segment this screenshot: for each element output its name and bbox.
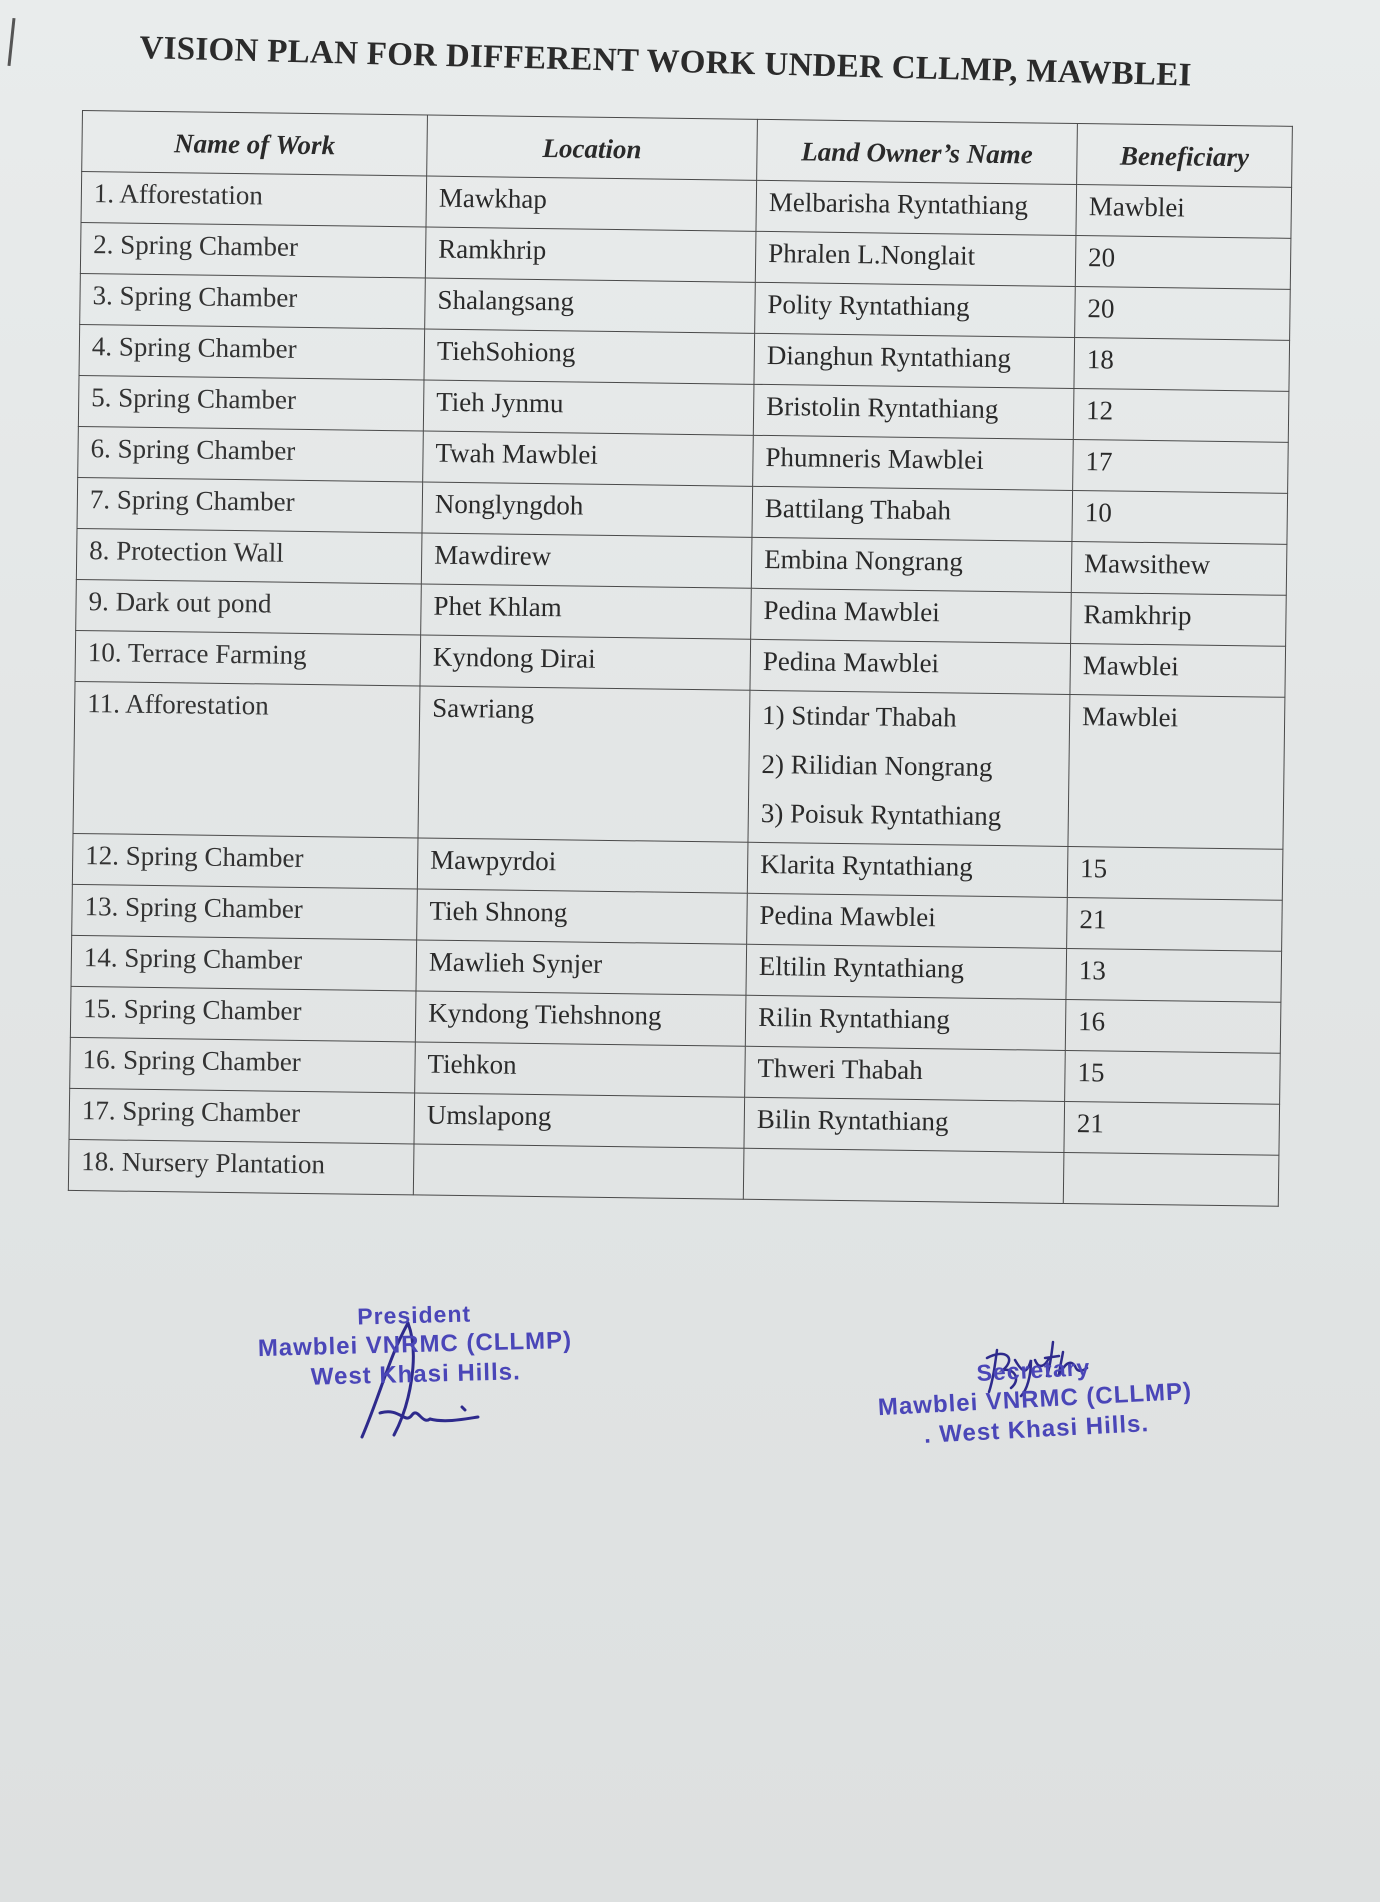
beneficiary-cell: Mawsithew bbox=[1071, 541, 1287, 595]
owner-cell: Pedina Mawblei bbox=[751, 588, 1072, 643]
secretary-district: . West Khasi Hills. bbox=[923, 1410, 1150, 1449]
work-cell: 9. Dark out pond bbox=[76, 579, 422, 635]
work-cell: 18. Nursery Plantation bbox=[68, 1139, 414, 1195]
header-location: Location bbox=[427, 115, 758, 180]
owner-cell: Dianghun Ryntathiang bbox=[754, 333, 1075, 388]
owner-cell: Thweri Thabah bbox=[745, 1046, 1066, 1101]
owner-cell: Battilang Thabah bbox=[752, 486, 1073, 541]
beneficiary-cell: 21 bbox=[1064, 1101, 1280, 1155]
owner-cell: Embina Nongrang bbox=[751, 537, 1072, 592]
vision-plan-table-wrapper bbox=[68, 110, 1293, 1207]
location-cell: Mawkhap bbox=[426, 176, 757, 231]
beneficiary-cell: 15 bbox=[1067, 846, 1283, 900]
work-cell: 17. Spring Chamber bbox=[69, 1088, 415, 1144]
owner-cell bbox=[743, 1148, 1064, 1203]
header-beneficiary: Beneficiary bbox=[1077, 124, 1293, 188]
location-cell: Tieh Shnong bbox=[417, 889, 748, 944]
work-cell: 16. Spring Chamber bbox=[70, 1037, 416, 1093]
owner-cell: Eltilin Ryntathiang bbox=[746, 944, 1067, 999]
beneficiary-cell: 20 bbox=[1075, 287, 1291, 341]
president-org: Mawblei VNRMC (CLLMP) bbox=[257, 1326, 573, 1363]
location-cell bbox=[413, 1144, 744, 1199]
work-cell: 1. Afforestation bbox=[81, 172, 427, 228]
owner-line: 2) Rilidian Nongrang bbox=[761, 748, 993, 782]
vision-plan-table bbox=[68, 110, 1293, 1207]
location-cell: Mawpyrdoi bbox=[417, 838, 748, 893]
beneficiary-cell: 21 bbox=[1067, 897, 1283, 951]
work-cell: 13. Spring Chamber bbox=[72, 884, 418, 940]
owner-cell: Pedina Mawblei bbox=[747, 893, 1068, 948]
work-cell: 2. Spring Chamber bbox=[80, 222, 426, 278]
location-cell: Mawdirew bbox=[421, 533, 752, 588]
beneficiary-cell: Mawblei bbox=[1068, 694, 1285, 849]
beneficiary-cell: 10 bbox=[1072, 490, 1288, 544]
work-cell: 8. Protection Wall bbox=[76, 528, 422, 584]
work-cell: 10. Terrace Farming bbox=[75, 630, 421, 686]
beneficiary-cell: 12 bbox=[1073, 389, 1289, 443]
location-cell: Phet Khlam bbox=[421, 584, 752, 639]
secretary-org: Mawblei VNRMC (CLLMP) bbox=[877, 1377, 1193, 1422]
work-cell: 12. Spring Chamber bbox=[72, 833, 418, 889]
location-cell: Nonglyngdoh bbox=[422, 482, 753, 537]
location-cell: Mawlieh Synjer bbox=[416, 940, 747, 995]
work-cell: 14. Spring Chamber bbox=[71, 935, 417, 991]
work-cell: 6. Spring Chamber bbox=[78, 426, 424, 482]
location-cell: Umslapong bbox=[414, 1093, 745, 1148]
owner-line: 1) Stindar Thabah bbox=[761, 699, 957, 733]
work-cell: 15. Spring Chamber bbox=[70, 986, 416, 1042]
president-district: West Khasi Hills. bbox=[310, 1358, 522, 1391]
owner-cell: Melbarisha Ryntathiang bbox=[756, 180, 1077, 235]
beneficiary-cell: 16 bbox=[1065, 999, 1281, 1053]
work-cell: 5. Spring Chamber bbox=[78, 375, 424, 431]
beneficiary-cell: Mawblei bbox=[1076, 185, 1292, 239]
location-cell: Twah Mawblei bbox=[423, 431, 754, 486]
beneficiary-cell: Mawblei bbox=[1070, 643, 1286, 697]
owner-cell: Bilin Ryntathiang bbox=[744, 1097, 1065, 1152]
location-cell: Kyndong Tiehshnong bbox=[415, 991, 746, 1046]
edge-mark bbox=[7, 18, 15, 66]
owner-cell: Rilin Ryntathiang bbox=[745, 995, 1066, 1050]
location-cell: Tieh Jynmu bbox=[423, 380, 754, 435]
president-stamp bbox=[224, 1295, 606, 1395]
secretary-stamp bbox=[843, 1345, 1227, 1455]
work-cell: 11. Afforestation bbox=[73, 681, 420, 838]
document-title: VISION PLAN FOR DIFFERENT WORK UNDER CLLMP, MAWBLEI bbox=[139, 30, 1193, 94]
owner-cell: Polity Ryntathiang bbox=[755, 282, 1076, 337]
header-land-owner: Land Owner’s Name bbox=[757, 119, 1078, 184]
owner-line: 3) Poisuk Ryntathiang bbox=[760, 797, 1002, 832]
work-cell: 7. Spring Chamber bbox=[77, 477, 423, 533]
beneficiary-cell: 18 bbox=[1074, 338, 1290, 392]
header-name-of-work: Name of Work bbox=[82, 111, 428, 177]
location-cell: Tiehkon bbox=[415, 1042, 746, 1097]
owner-cell-multi bbox=[748, 690, 1070, 846]
beneficiary-cell: 20 bbox=[1075, 236, 1291, 290]
owner-cell: Bristolin Ryntathiang bbox=[753, 384, 1074, 439]
location-cell: TiehSohiong bbox=[424, 329, 755, 384]
owner-cell: Klarita Ryntathiang bbox=[747, 842, 1068, 897]
president-role: President bbox=[356, 1300, 472, 1330]
secretary-role: Secretary bbox=[975, 1354, 1091, 1387]
work-cell: 3. Spring Chamber bbox=[80, 273, 426, 329]
beneficiary-cell: 17 bbox=[1073, 440, 1289, 494]
owner-cell: Phralen L.Nonglait bbox=[755, 231, 1076, 286]
owner-cell: Phumneris Mawblei bbox=[753, 435, 1074, 490]
table-row bbox=[73, 681, 1285, 849]
beneficiary-cell: Ramkhrip bbox=[1071, 592, 1287, 646]
beneficiary-cell: 15 bbox=[1065, 1050, 1281, 1104]
location-cell: Sawriang bbox=[418, 686, 750, 842]
work-cell: 4. Spring Chamber bbox=[79, 324, 425, 380]
owner-cell: Pedina Mawblei bbox=[750, 639, 1071, 694]
beneficiary-cell: 13 bbox=[1066, 948, 1282, 1002]
location-cell: Shalangsang bbox=[425, 278, 756, 333]
location-cell: Ramkhrip bbox=[425, 227, 756, 282]
beneficiary-cell bbox=[1063, 1152, 1279, 1206]
location-cell: Kyndong Dirai bbox=[420, 635, 751, 690]
